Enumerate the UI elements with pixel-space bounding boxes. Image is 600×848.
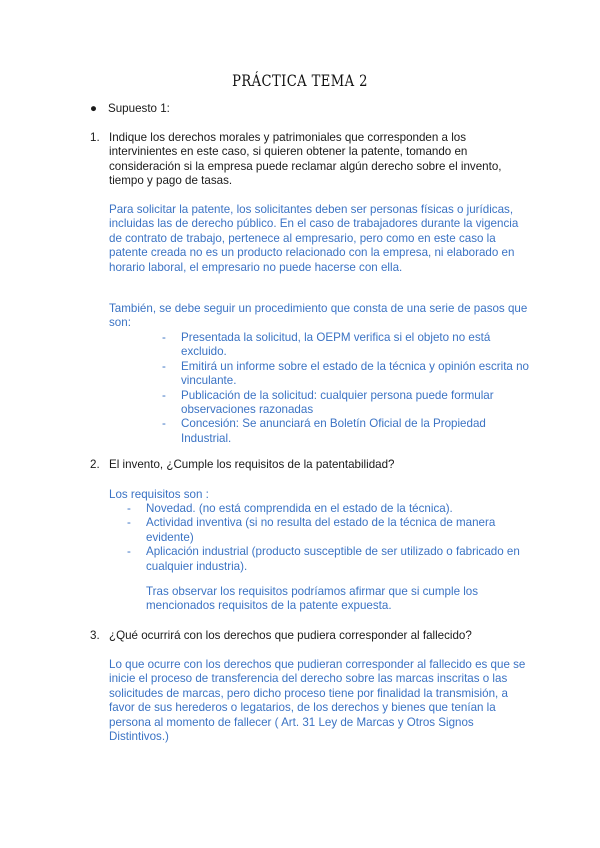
dash-bullet: - — [162, 417, 166, 431]
answer-1-paragraph-2: También, se debe seguir un procedimiento que consta de una serie de pasos que son: — [109, 302, 528, 330]
requirement-text: Actividad inventiva (si no resulta del estado de la técnica de manera evidente) — [146, 516, 496, 544]
answer-1-paragraph-1: Para solicitar la patente, los solicitantes deben ser personas físicas o jurídicas, incluidas las de derecho público. En el caso de trabajadores durante la vigencia de contrato de trabajo, pertenece al empresario, pero como en este caso la patente creada no es un producto relacionado con la empresa, ni elaborado en horario laboral, el empresario no puede hacerse con ella. — [109, 203, 519, 274]
dash-bullet: - — [127, 545, 131, 559]
answer-3: Lo que ocurre con los derechos que pudieran corresponder al fallecido es que se inicie el proceso de transferencia del derecho sobre las marcas inscritas o las solicitudes de marcas, pero dicho proceso tiene por finalidad la transmisión, a favor de sus herederos o legatarios, de los derechos y bienes que tenían la persona al momento de fallecer ( Art. 31 Ley de Marcas y Otros Signos Distintivos.) — [109, 658, 526, 744]
list-item — [162, 331, 534, 360]
dash-bullet: - — [127, 516, 131, 530]
list-item — [162, 417, 534, 446]
question-3-number: 3. — [90, 629, 100, 642]
list-item — [162, 360, 534, 389]
dash-bullet: - — [162, 359, 166, 373]
question-3-text: ¿Qué ocurrirá con los derechos que pudiera corresponder al fallecido? — [109, 629, 472, 642]
dash-bullet: - — [162, 331, 166, 344]
requirement-text: Novedad. (no está comprendida en el estado de la técnica). — [146, 502, 453, 515]
page-title: PRÁCTICA TEMA 2 — [232, 71, 368, 90]
step-text: Concesión: Se anunciará en Boletín Oficial de la Propiedad Industrial. — [181, 417, 486, 445]
requirements-list — [127, 502, 522, 574]
list-item — [162, 389, 534, 418]
procedure-steps-list — [162, 331, 534, 446]
answer-2-conclusion: Tras observar los requisitos podríamos afirmar que si cumple los mencionados requisitos de la patente expuesta. — [146, 585, 479, 613]
step-text: Presentada la solicitud, la OEPM verifica si el objeto no está excluido. — [181, 331, 491, 359]
requirement-text: Aplicación industrial (producto susceptible de ser utilizado o fabricado en cualquier industria). — [146, 545, 520, 573]
question-2-text: El invento, ¿Cumple los requisitos de la patentabilidad? — [109, 458, 395, 471]
list-item — [127, 502, 522, 516]
dash-bullet: - — [162, 388, 166, 402]
bullet-icon: ● — [90, 102, 98, 115]
list-item — [127, 516, 522, 545]
list-item — [127, 545, 522, 574]
step-text: Publicación de la solicitud: cualquier persona puede formular observaciones razonadas — [181, 388, 494, 417]
step-text: Emitirá un informe sobre el estado de la técnica y opinión escrita no vinculante. — [181, 359, 529, 388]
dash-bullet: - — [127, 502, 131, 515]
question-2-number: 2. — [90, 458, 100, 471]
question-1-text: Indique los derechos morales y patrimoniales que corresponden a los intervinientes en este caso, si quieren obtener la patente, tomando en consideración si la empresa puede reclamar algún derecho sobre el invento, tiempo y pago de tasas. — [109, 131, 502, 188]
answer-2-intro: Los requisitos son : — [109, 488, 209, 501]
supuesto-label: Supuesto 1: — [108, 102, 170, 115]
question-1-number: 1. — [90, 131, 100, 144]
